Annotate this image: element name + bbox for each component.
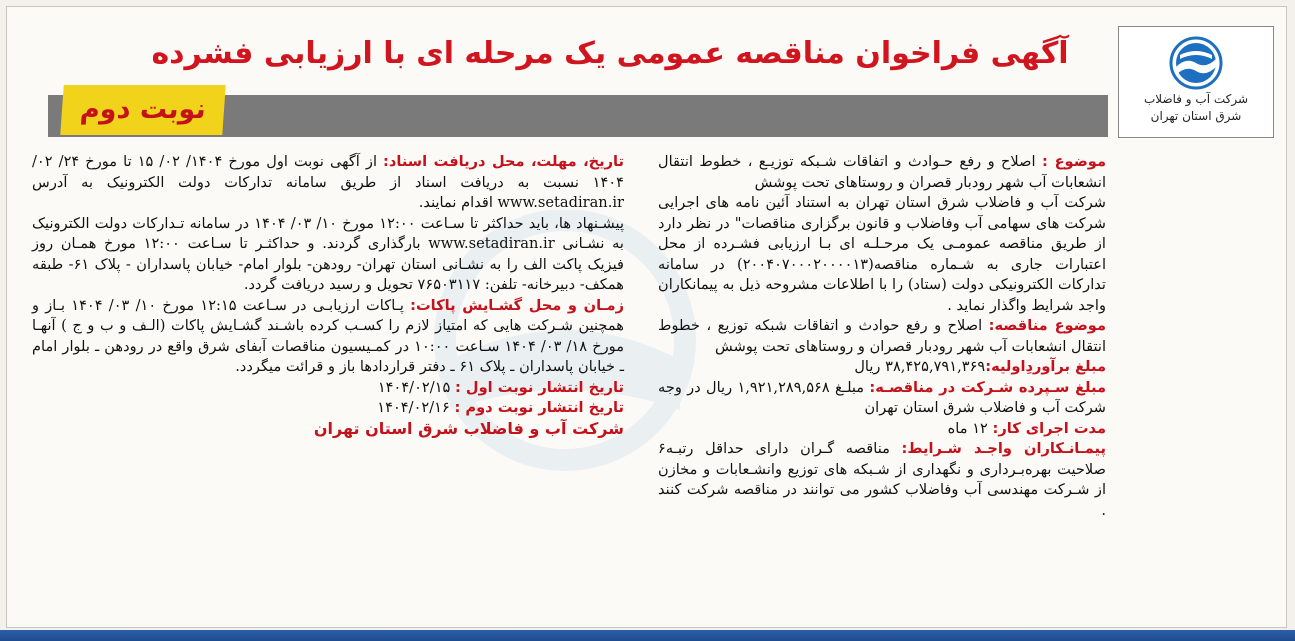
tender-subject-text: اصلاح و رفع حوادث و اتفاقات شبکه توزیع ، خطوط انتقال انشعابات آب شهر رودبار قصران و روستاهای تحت پوشش — [658, 317, 1106, 355]
first-publish-date: ۱۴۰۴/۰۲/۱۵ — [377, 378, 456, 396]
company-logo-box — [1118, 26, 1274, 138]
duration-value: ۱۲ ماه — [947, 419, 993, 437]
right-column — [658, 152, 1106, 521]
documents-paragraph — [32, 152, 624, 214]
logo-text-line1: شرکت آب و فاضلاب — [1143, 92, 1249, 106]
documents-text: از آگهی نوبت اول مورخ ۱۴۰۴/ ۰۲/ ۱۵ تا مورخ ۲۴/ ۰۲/ ۱۴۰۴ نسبت به دریافت اسناد از طریق سامانه تدارکات دولت الکترونیک به آدرس www.setadiran.ir اقدام نمایند. — [32, 153, 624, 211]
estimate-label: مبلغ برآوردِاولیه: — [985, 358, 1106, 375]
opening-label: زمـان و محل گشـایش پاکات: — [410, 296, 624, 314]
second-publish-date: ۱۴۰۴/۰۲/۱۶ — [377, 399, 455, 416]
tender-subject-paragraph — [658, 316, 1106, 357]
second-publish-label: تاریخ انتشار نوبت دوم : — [454, 399, 624, 416]
signature: شرکت آب و فاضلاب شرق استان تهران — [313, 418, 624, 438]
bottom-blue-bar — [0, 630, 1295, 641]
subject-paragraph — [658, 152, 1106, 193]
deposit-label: مبلغ سـپرده شـرکت در مناقصـه: — [869, 378, 1107, 396]
opening-paragraph — [32, 296, 624, 378]
company-logo-icon — [1164, 33, 1228, 91]
subject-label: موضوع : — [1041, 153, 1106, 170]
first-publish-label: تاریخ انتشار نوبت اول : — [455, 378, 624, 396]
deposit-value: مبلـغ ۱,۹۲۱,۲۸۹,۵۶۸ ریال در وجه شرکت آب و فاضلاب شرق استان تهران — [658, 378, 1106, 416]
opening-text: پـاکات ارزیابـی در سـاعت ۱۲:۱۵ مورخ ۱۰/ ۰۳/ ۱۴۰۴ بـاز و همچنین شـرکت هایی که امتیاز لازم را کسـب کرده باشـند گشـایش پاکات (الـف و ب و ج ) آنهـا مورخ ۱۸/ ۰۳/ ۱۴۰۴ سـاعت ۱۰:۰۰ در کمـیسیون مناقصات آبفای شرق واقع در رودهن ـ بلوار امام ـ خیابان پاسداران ـ پلاک ۶۱ ـ دفتر قراردادها باز و قرائت میگردد. — [32, 296, 625, 375]
duration-paragraph — [658, 419, 1106, 440]
intro-paragraph: شرکت آب و فاضلاب شرق استان تهران به استناد آئین نامه های اجرایی شرکت های سهامی آب وفاضلاب و قانون برگزاری مناقصات" در نظر دارد از طریق مناقصه عمومـی یک مرحـلـه ای بـا ارزیابی فشـرده از محل اعتبارات جاری به شـماره مناقصه(۲۰۰۴۰۷۰۰۰۲۰۰۰۰۱۳) در سامانه تدارکات الکترونیکی دولت (ستاد) را با اطلاعات مشروحه ذیل به پیمانکاران واجد شرایط واگذار نماید . — [658, 194, 1107, 314]
deposit-paragraph — [658, 378, 1106, 419]
left-column — [32, 152, 624, 439]
subject-text: اصلاح و رفع حـوادث و اتفاقات شـبکه توزیـع ، خطوط انتقال انشعابات آب شهر رودبار قصران و روستاهای تحت پوشش — [658, 153, 1106, 191]
estimate-value: ۳۸,۴۲۵,۷۹۱,۳۶۹ ریال — [854, 358, 986, 375]
estimate-paragraph — [658, 357, 1106, 378]
contractors-label: پیمـانـکاران واجـد شـرایط: — [901, 440, 1106, 457]
tender-subject-label: موضوع مناقصه: — [988, 317, 1106, 334]
contractors-text: مناقصه گـران دارای حداقل رتبـه۶ صلاحیت بهره‌بـرداری و نگهداری از شـبکه های توزیع وانشـعابات و مخازن از شـرکت مهندسی آب وفاضلاب کشور می توانند در مناقصه شرکت کنند . — [658, 440, 1106, 519]
logo-text-line2: شرق استان تهران — [1150, 109, 1242, 123]
contractors-paragraph — [658, 439, 1106, 521]
documents-label: تاریخ، مهلت، محل دریافت اسناد: — [383, 153, 624, 170]
page-title: آگهی فراخوان مناقصه عمومی یک مرحله ای با ارزیابی فشرده — [151, 36, 1069, 71]
duration-label: مدت اجرای کار: — [992, 419, 1106, 437]
second-publish-paragraph — [32, 398, 624, 419]
nobat-badge: نوبت دوم — [60, 85, 225, 135]
proposals-paragraph: پیشـنهاد ها، باید حداکثر تا سـاعت ۱۲:۰۰ مورخ ۱۰/ ۰۳/ ۱۴۰۴ در سامانه تـدارکات دولت الکترونیک به نشـانی www.setadiran.ir بارگذاری گردند. و حداکثـر تا سـاعت ۱۲:۰۰ مورخ همـان روز فیزیک پاکت الف را به نشـانی استان تهران- رودهن- بلوار امام- خیابان پاسداران - پلاک ۶۱- طبقه همکف- دبیرخانه- تلفن: ۷۶۵۰۳۱۱۷ تحویل و رسید دریافت گردد. — [32, 214, 625, 293]
first-publish-paragraph — [32, 378, 624, 399]
